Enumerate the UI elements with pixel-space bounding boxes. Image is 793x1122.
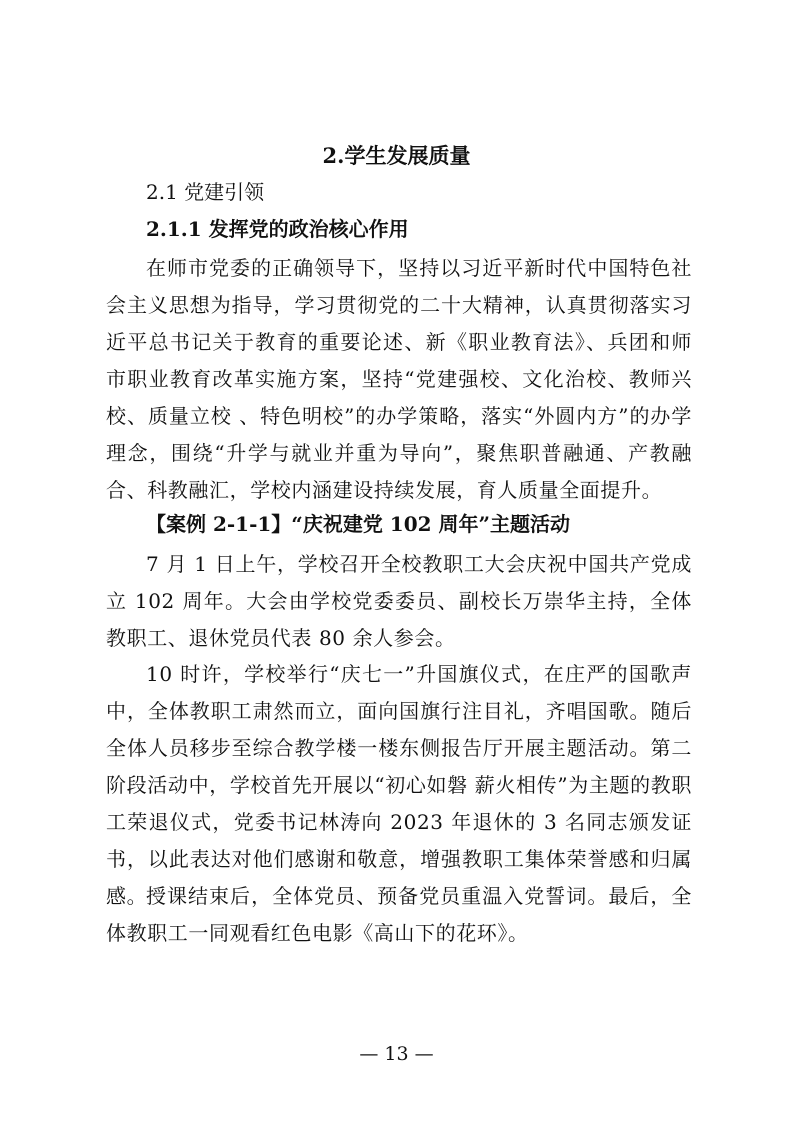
body-paragraph-meeting: 7 月 1 日上午，学校召开全校教职工大会庆祝中国共产党成立 102 周年。大会由学校党委委员、副校长万崇华主持，全体教职工、退休党员代表 80 余人参会。 [106, 552, 692, 650]
body-paragraph-ceremony: 10 时许，学校举行“庆七一”升国旗仪式，在庄严的国歌声中，全体教职工肃然而立，面向国旗行注目礼，齐唱国歌。随后全体人员移步至综合教学楼一楼东侧报告厅开展主题活动。第二阶段活动中，学校首先开展以“初心如磐 薪火相传”为主题的教职工荣退仪式，党委书记林涛向 2023 年退休的 3 名同志颁发证书，以此表达对他们感谢和敬意，增强教职工集体荣誉感和归属感。 [106, 662, 692, 908]
section-title: 2.学生发展质量 [322, 143, 471, 168]
subsection-heading: 2.1 党建引领 [146, 180, 265, 204]
page-number: — 13 — [359, 1043, 434, 1065]
body-paragraph-intro: 在师市党委的正确领导下，坚持以习近平新时代中国特色社会主义思想为指导，学习贯彻党的二十大精神，认真贯彻落实习近平总书记关于教育的重要论述、新《职业教育法》、兵团和师市职业教育改革实施方案，坚持“党建强校、文化治校、教师兴校、质量立校 、特色明校”的办学策略，落实“外圆内方”的办学理念，围绕“升学与就业并重为导向”，聚焦职普融通、产教融合、科教融汇，学校内涵建设持续发展，育人质量全面提升。 [106, 256, 692, 502]
subsubsection-heading: 2.1.1 发挥党的政治核心作用 [146, 217, 409, 241]
body-paragraph-closing: 授课结束后，全体党员、预备党员重温入党誓词。最后，全体教职工一同观看红色电影《高山下的花环》。 [106, 884, 692, 945]
case-heading: 【案例 2-1-1】“庆祝建党 102 周年”主题活动 [146, 512, 570, 536]
